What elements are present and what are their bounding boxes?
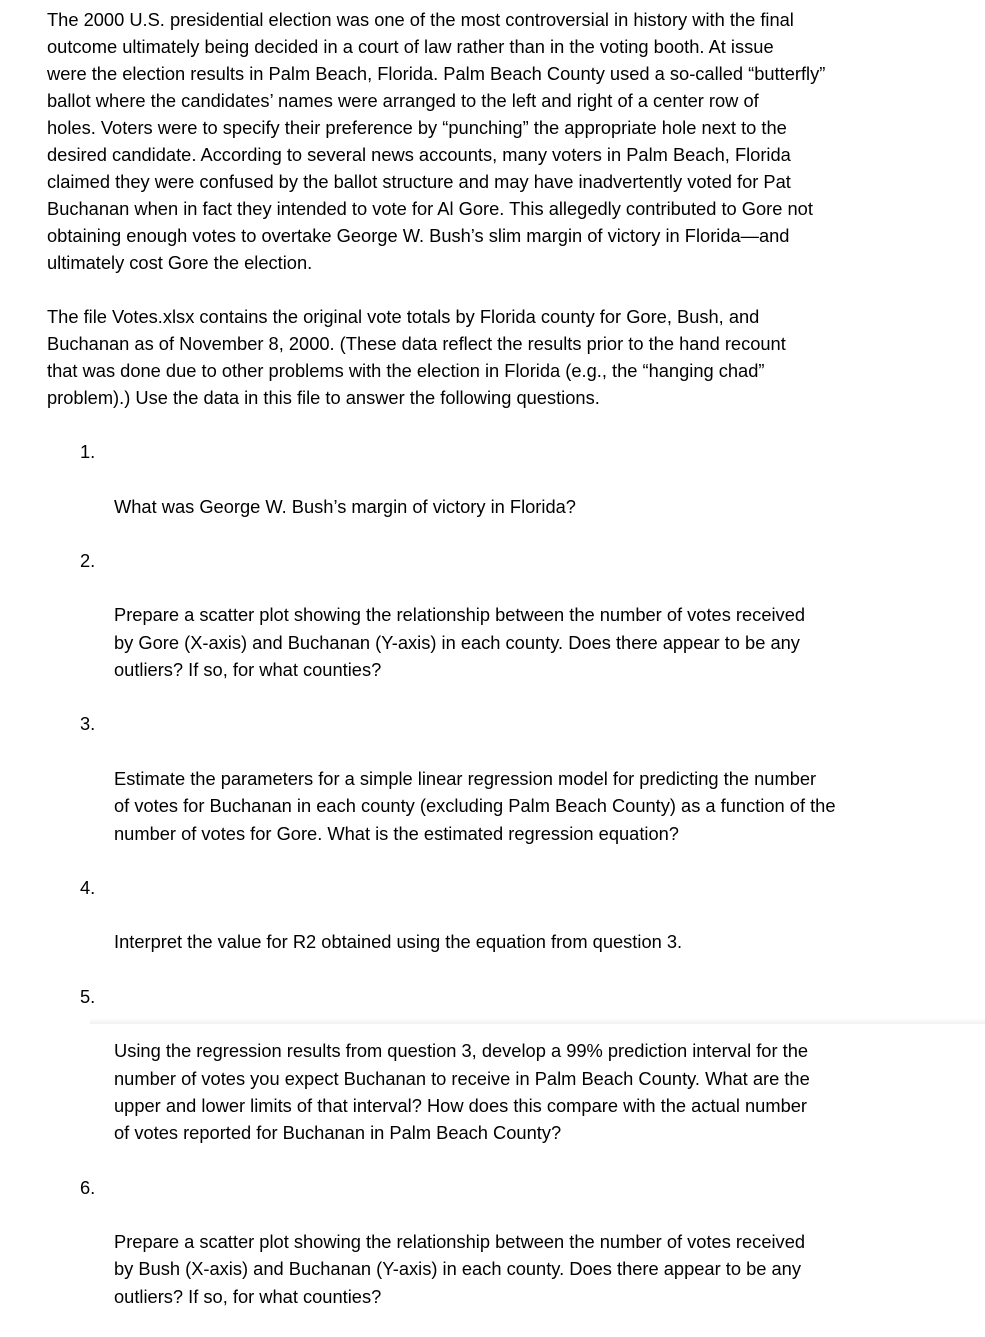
question-item bbox=[47, 983, 977, 1147]
data-file-paragraph: The file Votes.xlsx contains the original vote totals by Florida county for Gore, Bush, and Buchanan as of November 8, 2000. (These data reflect the results prior to the hand recount that was done due to other problems with the election in Florida (e.g., the “hanging chad” problem).) Use the data in this file to answer the following questions. bbox=[47, 306, 786, 408]
question-number: 4. bbox=[80, 876, 96, 898]
question-item bbox=[47, 710, 977, 846]
question-number: 1. bbox=[80, 441, 96, 462]
question-list bbox=[47, 438, 977, 1310]
question-number: 5. bbox=[80, 985, 96, 1007]
question-item bbox=[47, 438, 977, 520]
question-number: 6. bbox=[80, 1176, 96, 1198]
question-number: 2. bbox=[80, 549, 96, 571]
question-text: What was George W. Bush’s margin of victory in Florida? bbox=[114, 495, 576, 517]
question-text: Prepare a scatter plot showing the relationship between the number of votes received by Gore (X-axis) and Buchanan (Y-axis) in each county. Does there appear to be any outliers? If so, for what counties? bbox=[114, 604, 806, 681]
question-item bbox=[47, 547, 977, 683]
intro-paragraph: The 2000 U.S. presidential election was one of the most controversial in history with the final outcome ultimately being decided in a court of law rather than in the voting booth. At issue were the election results in Palm Beach, Florida. Palm Beach County used a so-called “butterfly” ballot where the candidates’ names were arranged to the left and right of a center row of holes. Voters were to specify their preference by “punching” the appropriate hole next to the desired candidate. According to several news accounts, many voters in Palm Beach, Florida claimed they were confused by the ballot structure and may have inadvertently voted for Pat Buchanan when in fact they intended to vote for Al Gore. This allegedly contributed to Gore not obtaining enough votes to overtake George W. Bush’s slim margin of victory in Florida—and ultimately cost Gore the election. bbox=[47, 9, 826, 273]
page-bottom-shadow bbox=[90, 1018, 985, 1024]
question-text: Using the regression results from question 3, develop a 99% prediction interval for the number of votes you expect Buchanan to receive in Palm Beach County. What are the upper and lower limits of that interval? How does this compare with the actual number of votes reported for Buchanan in Palm Beach County? bbox=[114, 1040, 810, 1144]
question-text: Interpret the value for R2 obtained using the equation from question 3. bbox=[114, 931, 683, 953]
question-text: Prepare a scatter plot showing the relationship between the number of votes received by Bush (X-axis) and Buchanan (Y-axis) in each county. Does there appear to be any outliers? If so, for what counties? bbox=[114, 1231, 806, 1307]
question-text: Estimate the parameters for a simple linear regression model for predicting the number of votes for Buchanan in each county (excluding Palm Beach County) as a function of the number of votes for Gore. What is the estimated regression equation? bbox=[114, 767, 836, 844]
question-number: 3. bbox=[80, 713, 96, 735]
question-item bbox=[47, 1174, 977, 1310]
document-page bbox=[47, 6, 977, 1337]
question-item bbox=[47, 874, 977, 956]
